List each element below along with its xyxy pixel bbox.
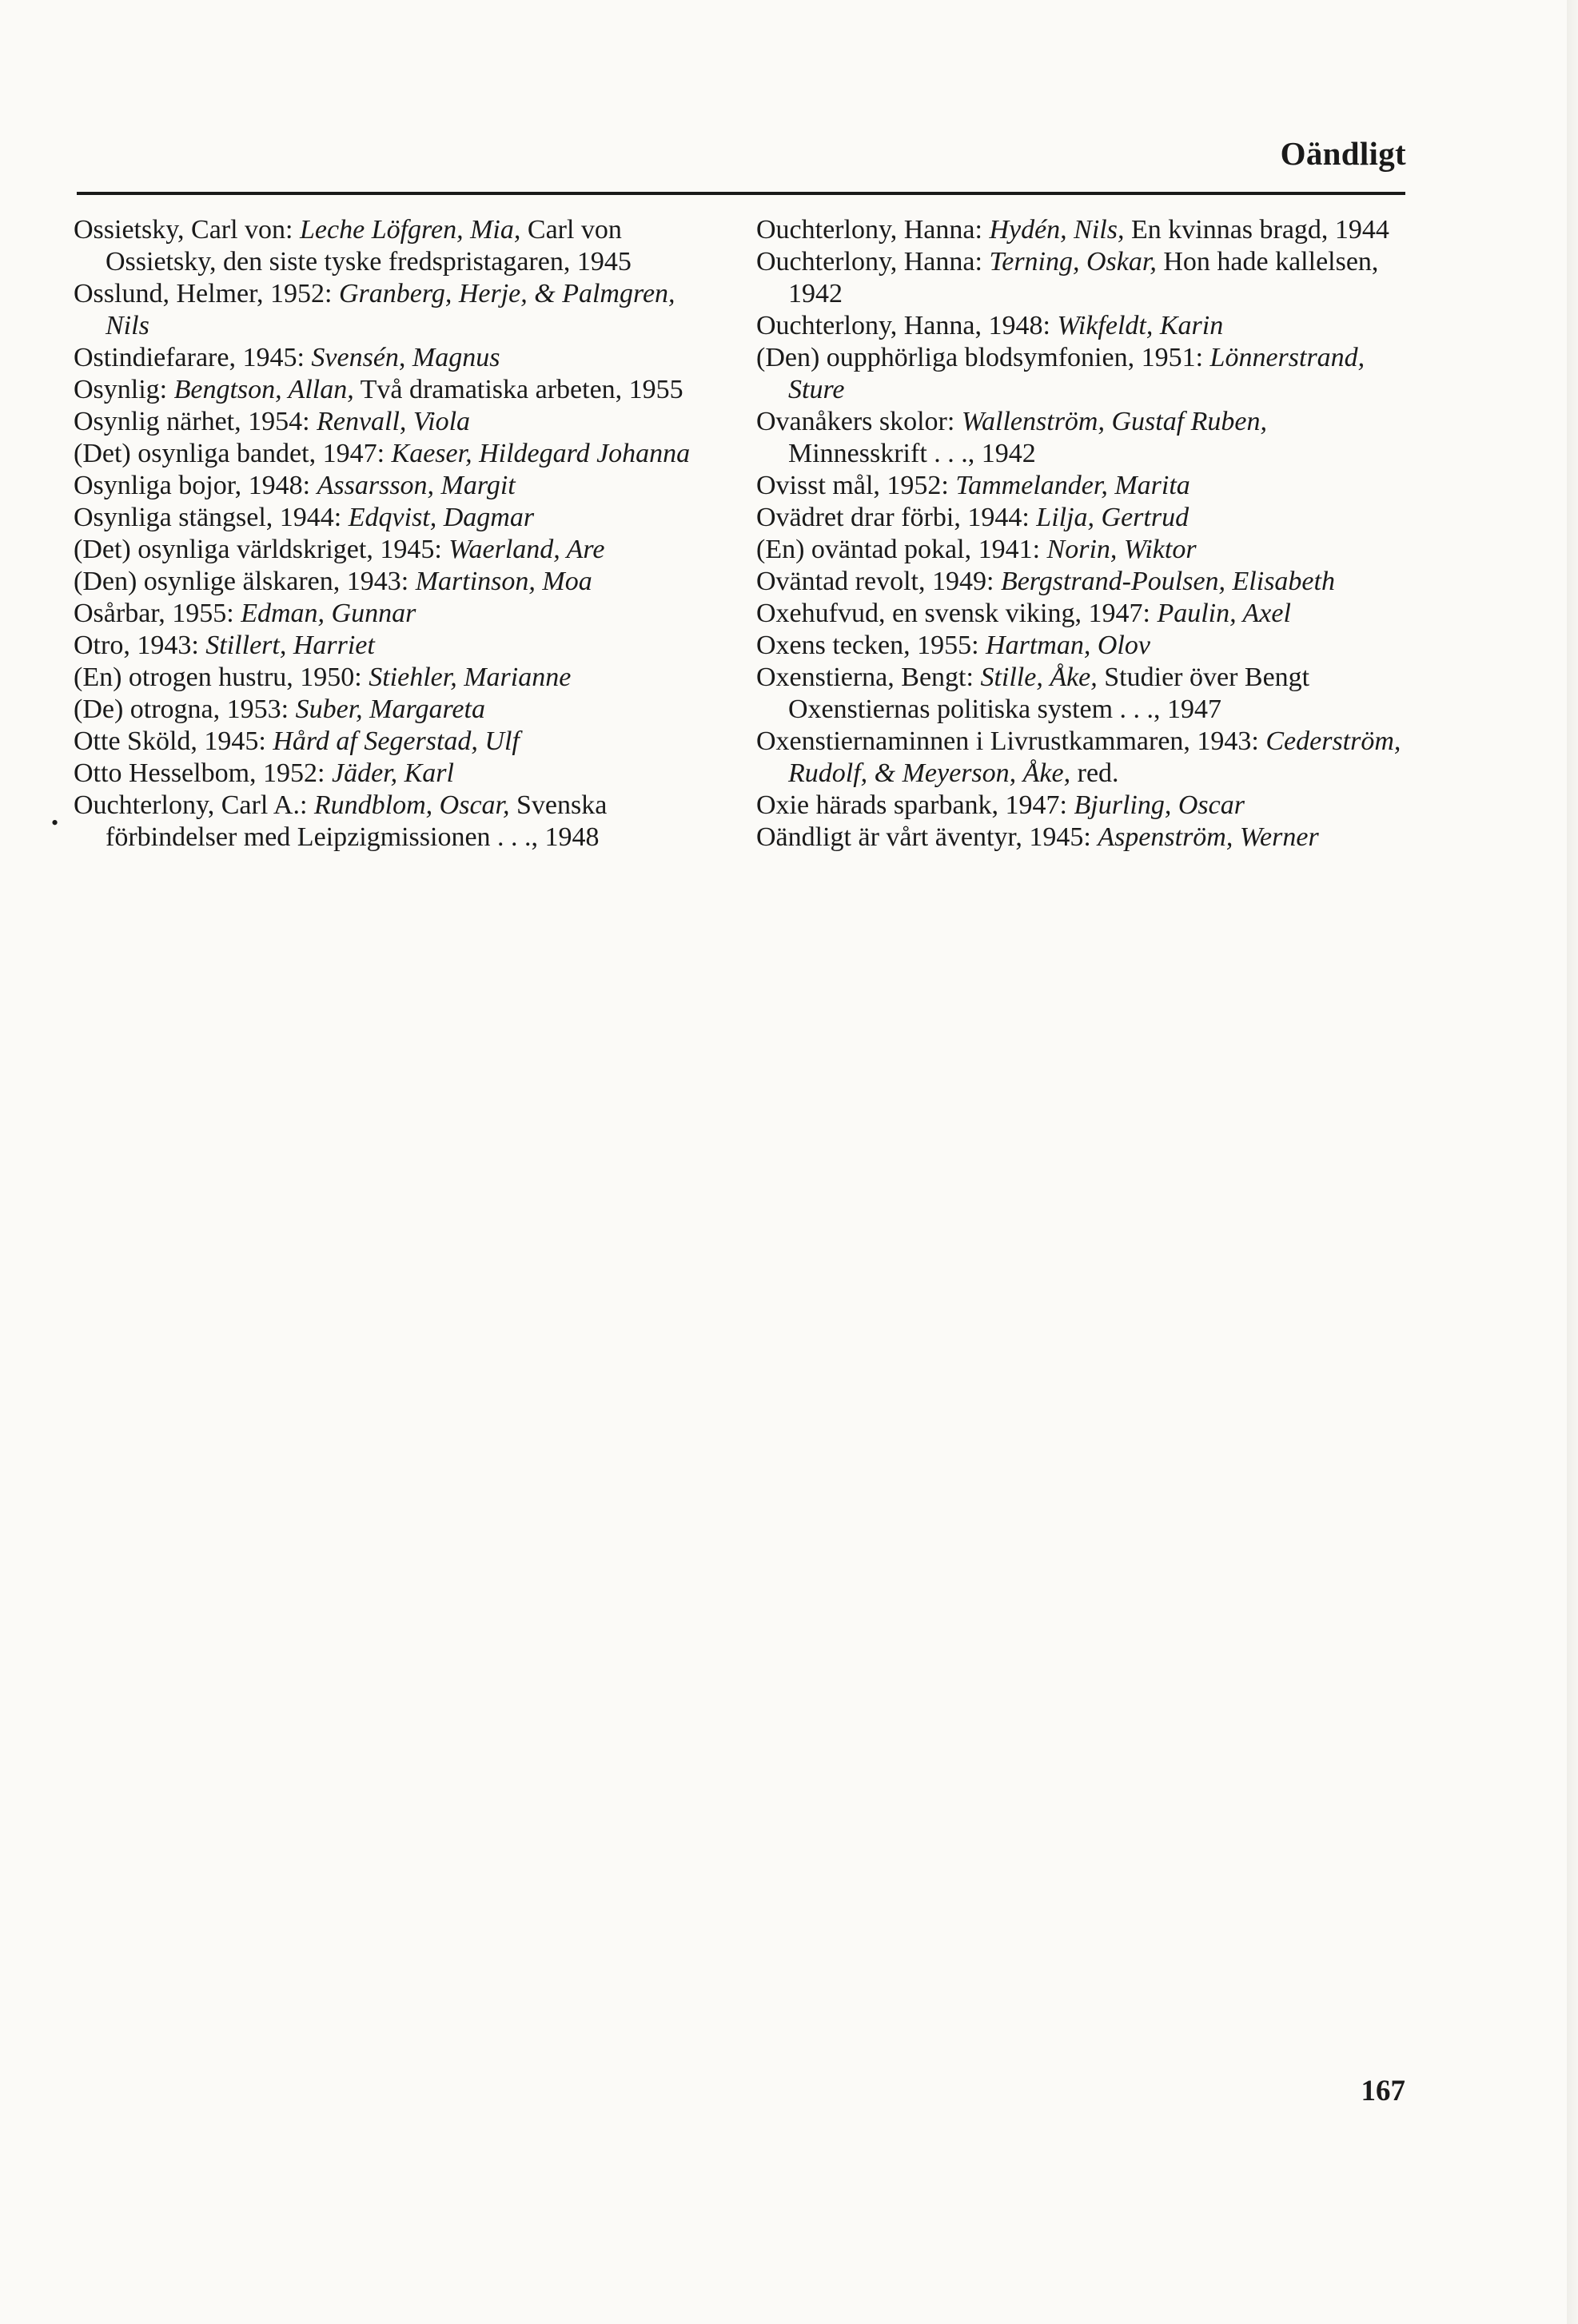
index-entry [74,598,721,630]
page-edge-shadow [1567,0,1578,2324]
entry-author: Leche Löfgren, Mia, [300,215,521,245]
index-entry [74,342,721,374]
index-entry [756,470,1404,502]
index-entry [756,630,1404,662]
entry-author: Bengtson, Allan, [173,375,354,404]
entry-title: Ostindiefarare, 1945: [74,343,312,372]
entry-author: Renvall, Viola [317,407,471,436]
entry-title: (En) oväntad pokal, 1941: [756,535,1047,564]
index-entry [756,534,1404,566]
entry-remainder: red. [1070,758,1119,788]
entry-title: Ouchterlony, Hanna, 1948: [756,311,1058,340]
entry-remainder: En kvinnas bragd, 1944 [1124,215,1389,245]
index-entry [74,790,721,854]
index-column-right [756,214,1404,854]
entry-title: Osynliga bojor, 1948: [74,471,317,500]
entry-remainder: Två dramatiska arbeten, 1955 [353,375,683,404]
index-entry [756,566,1404,598]
entry-author: Hård af Segerstad, Ulf [273,726,520,756]
index-entry [756,598,1404,630]
entry-title: Oxie härads sparbank, 1947: [756,790,1074,820]
entry-title: Osynlig närhet, 1954: [74,407,317,436]
entry-title: Oändligt är vårt äventyr, 1945: [756,822,1098,852]
entry-remainder: Svenska förbindelser med Leipzigmissionen . . ., 1948 [106,790,608,852]
entry-author: Edqvist, Dagmar [348,503,535,532]
index-entry [74,438,721,470]
entry-author: Waerland, Are [448,535,605,564]
entry-title: Ovädret drar förbi, 1944: [756,503,1037,532]
entry-title: Osynliga stängsel, 1944: [74,503,349,532]
index-entry [74,214,721,278]
entry-remainder: Studier över Bengt Oxenstiernas politiska system . . ., 1947 [788,663,1310,724]
entry-author: Svensén, Magnus [311,343,500,372]
entry-author: Assarsson, Margit [317,471,516,500]
index-entry [74,662,721,694]
entry-title: Otte Sköld, 1945: [74,726,273,756]
entry-author: Stille, Åke, [980,663,1098,692]
index-entry [74,278,721,342]
entry-author: Wikfeldt, Karin [1057,311,1224,340]
index-entry [756,662,1404,726]
entry-author: Tammelander, Marita [955,471,1190,500]
index-entry [756,214,1404,246]
entry-title: Ovanåkers skolor: [756,407,962,436]
entry-title: (De) otrogna, 1953: [74,694,296,724]
entry-remainder: Carl von Ossietsky, den siste tyske fredspristagaren, 1945 [106,215,632,277]
header-rule [77,192,1405,195]
index-entry [756,406,1404,470]
index-entry [756,310,1404,342]
entry-title: Osynlig: [74,375,174,404]
entry-title: (Det) osynliga bandet, 1947: [74,439,392,468]
entry-author: Norin, Wiktor [1046,535,1197,564]
entry-remainder: Minnesskrift . . ., 1942 [788,439,1036,468]
entry-author: Hydén, Nils, [989,215,1125,245]
entry-title: Oväntad revolt, 1949: [756,567,1001,596]
entry-title: (En) otrogen hustru, 1950: [74,663,369,692]
entry-title: Ossietsky, Carl von: [74,215,301,245]
index-entry [74,470,721,502]
entry-title: Ouchterlony, Carl A.: [74,790,314,820]
index-entry [756,726,1404,790]
entry-author: Bergstrand-Poulsen, Elisabeth [1000,567,1335,596]
entry-title: (Den) osynlige älskaren, 1943: [74,567,416,596]
index-entry [74,630,721,662]
entry-title: Oxehufvud, en svensk viking, 1947: [756,599,1158,628]
index-entry [756,246,1404,310]
index-entry [74,726,721,758]
entry-title: Ovisst mål, 1952: [756,471,956,500]
entry-author: Lönnerstrand, Sture [788,343,1365,404]
index-entry [74,566,721,598]
entry-title: Ouchterlony, Hanna: [756,215,990,245]
entry-title: Otro, 1943: [74,631,206,660]
index-entry [756,790,1404,822]
entry-author: Stillert, Harriet [205,631,375,660]
page-number: 167 [1361,2075,1405,2107]
index-column-left [74,214,721,854]
entry-author: Wallenström, Gustaf Ruben, [961,407,1268,436]
entry-author: Lilja, Gertrud [1036,503,1189,532]
entry-author: Kaeser, Hildegard Johanna [391,439,691,468]
index-entry [74,406,721,438]
entry-title: Oxens tecken, 1955: [756,631,986,660]
entry-author: Terning, Oskar, [989,247,1157,277]
entry-title: Osårbar, 1955: [74,599,241,628]
entry-author: Granberg, Herje, & Palmgren, Nils [106,279,675,340]
entry-author: Hartman, Olov [986,631,1150,660]
entry-title: (Den) oupphörliga blodsymfonien, 1951: [756,343,1210,372]
index-entry [74,534,721,566]
index-entry [756,822,1404,854]
index-entry [756,502,1404,534]
entry-title: Otto Hesselbom, 1952: [74,758,332,788]
entry-title: (Det) osynliga världskriget, 1945: [74,535,449,564]
entry-author: Rundblom, Oscar, [313,790,510,820]
entry-title: Osslund, Helmer, 1952: [74,279,339,308]
index-entry [74,374,721,406]
entry-remainder: Hon hade kallelsen, 1942 [788,247,1379,308]
entry-title: Oxenstiernaminnen i Livrustkammaren, 1943: [756,726,1266,756]
index-entry [74,502,721,534]
entry-author: Martinson, Moa [415,567,592,596]
entry-author: Cederström, Rudolf, & Meyerson, Åke, [788,726,1401,788]
entry-author: Edman, Gunnar [241,599,416,628]
index-entry [74,694,721,726]
entry-title: Oxenstierna, Bengt: [756,663,981,692]
entry-author: Bjurling, Oscar [1074,790,1245,820]
index-entry [756,342,1404,406]
entry-title: Ouchterlony, Hanna: [756,247,990,277]
entry-author: Jäder, Karl [331,758,454,788]
entry-author: Aspenström, Werner [1098,822,1319,852]
margin-mark: • [51,811,59,834]
index-entry [74,758,721,790]
running-head: Oändligt [1280,135,1406,172]
entry-author: Paulin, Axel [1157,599,1291,628]
entry-author: Stiehler, Marianne [369,663,572,692]
entry-author: Suber, Margareta [295,694,485,724]
